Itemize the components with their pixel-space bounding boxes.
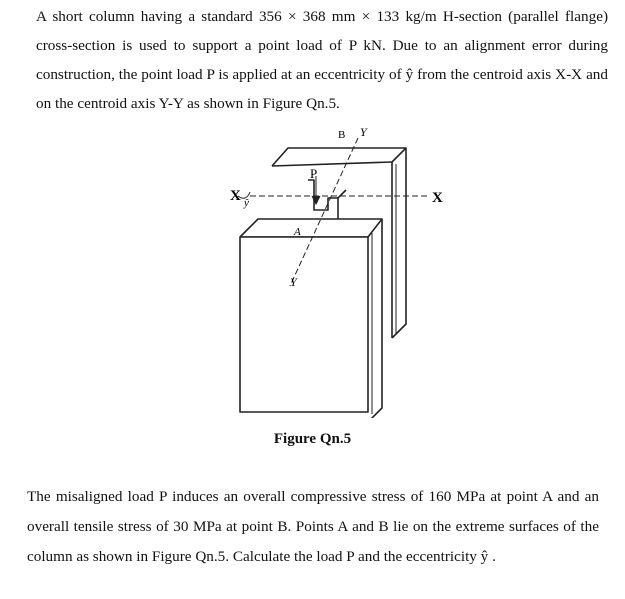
problem-intro-text: A short column having a standard 356 × 368 mm × 133 kg/m H-section (parallel flange) cross-section is used to support a point load of P kN. Due to an alignment error during construction, the point load P is applied at an eccentricity of ŷ from the centroid axis X-X and on the centroid axis Y-Y as shown in Figure Qn.5.: [36, 8, 608, 112]
load-label: P: [310, 166, 318, 181]
front-flange-face: [240, 237, 368, 412]
y-top-label: Y: [360, 125, 367, 139]
x-right-label: X: [432, 190, 443, 206]
point-b-label: B: [338, 129, 346, 141]
y-bottom-label: Y: [290, 275, 297, 289]
x-left-label: X: [230, 188, 241, 204]
problem-question-text: The misaligned load P induces an overall compressive stress of 160 MPa at point A and an overall tensile stress of 30 MPa at point B. Points A and B lie on the extreme surfaces of the column as shown in Figure Qn.5. Calculate the load P and the eccentricity ŷ .: [27, 488, 599, 565]
figure-caption: Figure Qn.5: [273, 431, 352, 447]
column-figure: [210, 118, 470, 418]
eccentricity-label: ŷ: [244, 197, 249, 209]
point-a-label: A: [294, 226, 301, 238]
